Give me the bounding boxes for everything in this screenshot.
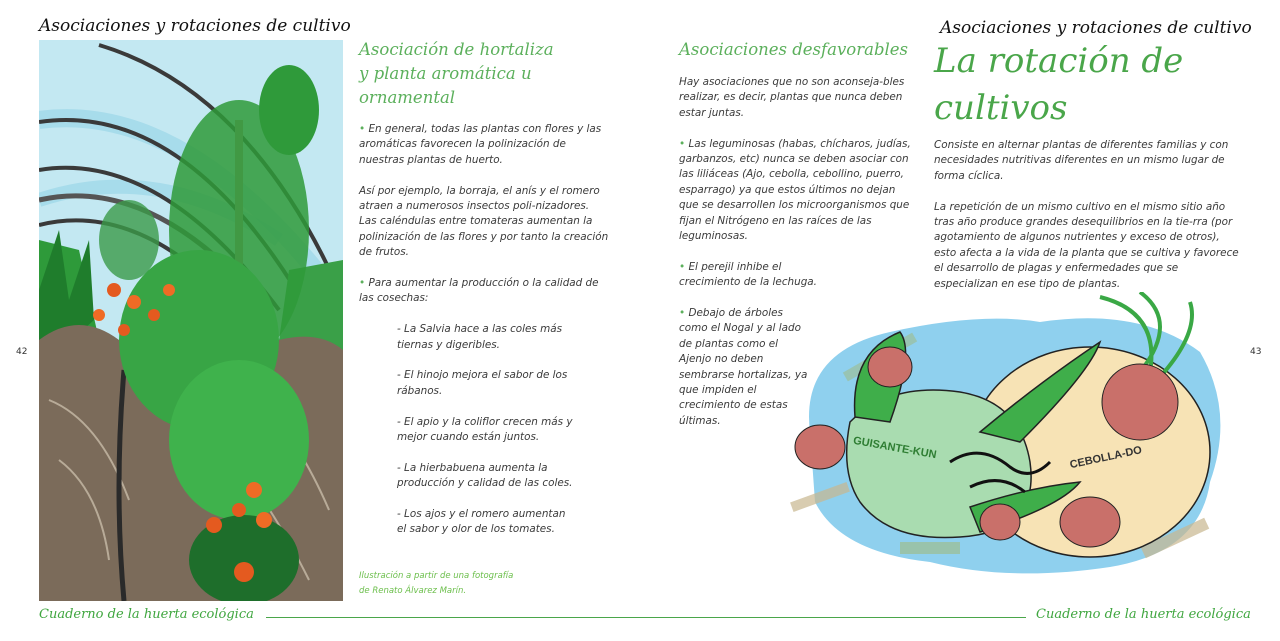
paragraph-text: El perejil inhibe el crecimiento de la lechuga. — [679, 260, 817, 289]
title-line: ornamental — [359, 88, 456, 107]
paragraph: La repetición de un mismo cultivo en el mismo sitio año tras año produce grandes desequilibrios en la tie-rra (por agotamiento de algunos nutrientes y exceso de otros), esto afecta a la vida de la planta que se cultiva y favorece el desarrollo de plagas y enfermedades que se especializan en ese tipo de plantas. — [934, 200, 1239, 290]
bullet-icon: • — [359, 277, 366, 290]
paragraph: Consiste en alternar plantas de diferentes familias y con necesidades nutritivas diferentes en un mismo lugar de forma cíclica. — [934, 139, 1229, 182]
rotation-body — [934, 138, 1244, 307]
list-item: - El hinojo mejora el sabor de los rábanos. — [397, 369, 568, 397]
list-item: - La hierbabuena aumenta la producción y calidad de las coles. — [397, 461, 573, 490]
label-guisante: GUISANTE-KUN — [852, 434, 938, 462]
paragraph-text: Para aumentar la producción o la calidad de las cosechas: — [359, 277, 599, 305]
page-number-right: 43 — [1250, 347, 1262, 357]
paragraph: Hay asociaciones que no son aconseja-bles realizar, es decir, plantas que nunca deben estar juntas. — [679, 76, 905, 119]
list-item: - El apio y la coliflor crecen más y mejor cuando están juntos. — [397, 415, 573, 444]
title-line: cultivos — [934, 88, 1068, 128]
paragraph-text: Las leguminosas (habas, chícharos, judías, garbanzos, etc) nunca se deben asociar con las liliáceas (Ajo, cebolla, cebollino, puerro, esparrago) ya que estos últimos no dejan que se desarrollen los microorganismos que fijan el Nitrógeno en las raíces de las leguminosas. — [679, 137, 911, 243]
paragraph: Así por ejemplo, la borraja, el anís y el romero atraen a numerosos insectos poli-nizadores. Las caléndulas entre tomateras aumentan la polinización de las flores y por tanto la creación de frutos. — [359, 184, 609, 259]
bullet-paragraph — [679, 260, 829, 291]
bullet-icon: • — [679, 260, 686, 273]
pea-onion-illustration — [780, 292, 1240, 582]
list-item: - Los ajos y el romero aumentan el sabor y olor de los tomates. — [397, 508, 566, 536]
paragraph — [359, 122, 609, 168]
left-running-head: Asociaciones y rotaciones de cultivo — [39, 16, 351, 36]
bullet-icon: • — [679, 307, 686, 320]
bullet-icon: • — [359, 123, 366, 135]
paragraph — [359, 276, 609, 307]
rotation-title — [934, 38, 1183, 132]
title-line: Asociación de hortaliza — [359, 40, 554, 59]
right-running-head: Asociaciones y rotaciones de cultivo — [940, 18, 1252, 38]
bullet-paragraph — [679, 137, 913, 245]
greenhouse-illustration — [39, 40, 343, 601]
left-footer: Cuaderno de la huerta ecológica — [39, 607, 254, 622]
title-line: La rotación de — [934, 41, 1184, 81]
list-item: - La Salvia hace a las coles más tiernas y digeribles. — [397, 323, 563, 351]
section-title-aromatic-association — [359, 38, 609, 110]
paragraph-text: Debajo de árboles como el Nogal y al lado de plantas como el Ajenjo no deben sembrarse hortalizas, ya que impiden el crecimiento de estas últimas. — [679, 307, 808, 427]
footer-rule — [266, 617, 1026, 618]
caption-line: de Renato Álvarez Marín. — [359, 586, 467, 596]
illustration-caption — [359, 569, 513, 599]
section-title-unfavorable: Asociaciones desfavorables — [679, 40, 909, 59]
right-footer: Cuaderno de la huerta ecológica — [1036, 607, 1251, 622]
caption-line: Ilustración a partir de una fotografía — [359, 571, 514, 581]
bullet-icon: • — [679, 137, 686, 150]
title-line: y planta aromática u — [359, 64, 532, 83]
paragraph-text: En general, todas las plantas con flores y las aromáticas favorecen la polinización de nuestras plantas de huerto. — [359, 123, 602, 166]
left-body — [359, 122, 609, 553]
label-cebolla: CEBOLLA-DO — [1068, 444, 1144, 472]
page-number-left: 42 — [16, 347, 28, 357]
